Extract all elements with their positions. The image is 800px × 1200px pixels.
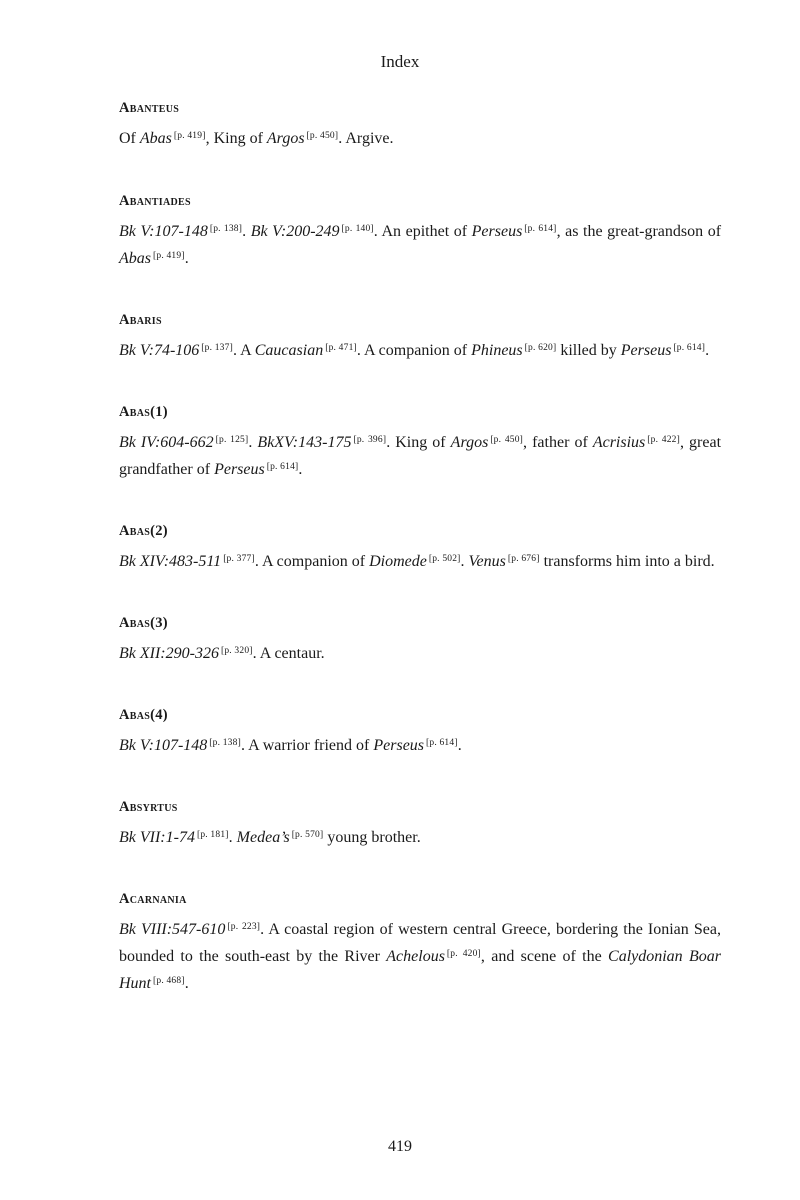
- page-reference[interactable]: [p. 181]: [196, 830, 229, 840]
- cross-reference-link[interactable]: Phineus: [471, 342, 523, 359]
- cross-reference-link[interactable]: Acrisius: [592, 434, 646, 451]
- entry-heading: Absyrtus: [119, 799, 178, 815]
- cross-reference-link[interactable]: Medea’s: [236, 829, 290, 846]
- index-entry: [119, 100, 721, 151]
- page-reference[interactable]: [p. 614]: [673, 343, 706, 353]
- cross-reference-link[interactable]: Diomede: [369, 553, 427, 570]
- index-entry: [119, 615, 721, 666]
- book-line-link[interactable]: BkXV:143-175: [257, 434, 352, 451]
- cross-reference-link[interactable]: Argos: [266, 130, 305, 147]
- book-line-link[interactable]: Bk V:107-148: [119, 223, 208, 240]
- book-line-link[interactable]: Bk XIV:483-511: [119, 553, 222, 570]
- entry-heading: Abaris: [119, 312, 162, 328]
- book-line-link[interactable]: Bk V:200-249: [250, 223, 340, 240]
- page-reference[interactable]: [p. 676]: [507, 554, 540, 564]
- page-reference[interactable]: [p. 320]: [220, 646, 253, 656]
- book-line-link[interactable]: Bk IV:604-662: [119, 434, 214, 451]
- index-entry: [119, 193, 721, 271]
- cross-reference-link[interactable]: Perseus: [471, 223, 523, 240]
- page-reference[interactable]: [p. 419]: [153, 251, 185, 261]
- cross-reference-link[interactable]: Calydonian Boar Hunt: [119, 948, 721, 992]
- entry-text: Bk IV:604-662 [p. 125]. BkXV:143-175 [p. 396]. King of Argos [p. 450], father of Acrisius [p. 422], great grandfather of Perseus [p. 614].: [119, 434, 722, 478]
- cross-reference-link[interactable]: Perseus: [620, 342, 672, 359]
- entry-heading: Abantiades: [119, 193, 191, 209]
- cross-reference-link[interactable]: Venus: [468, 553, 506, 570]
- cross-reference-link[interactable]: Abas: [139, 130, 172, 147]
- page-number: 419: [388, 1138, 412, 1155]
- cross-reference-link[interactable]: Abas: [119, 250, 151, 267]
- cross-reference-link[interactable]: Achelous: [386, 948, 445, 965]
- running-head: Index: [380, 52, 420, 71]
- index-entry: [119, 312, 721, 363]
- page-reference[interactable]: [p. 471]: [325, 343, 357, 353]
- page-reference[interactable]: [p. 138]: [209, 224, 243, 234]
- book-line-link[interactable]: Bk V:74-106: [119, 342, 200, 359]
- page-reference[interactable]: [p. 450]: [490, 435, 524, 445]
- entry-heading: Abas(4): [119, 707, 168, 723]
- cross-reference-link[interactable]: Perseus: [373, 737, 425, 754]
- book-line-link[interactable]: Bk XII:290-326: [119, 645, 219, 662]
- page-reference[interactable]: [p. 422]: [647, 435, 680, 445]
- page-reference[interactable]: [p. 377]: [223, 554, 255, 564]
- entry-heading: Abas(1): [119, 404, 168, 420]
- page-reference[interactable]: [p. 570]: [291, 830, 324, 840]
- index-entry: [119, 707, 721, 758]
- page-reference[interactable]: [p. 614]: [426, 738, 458, 748]
- page-reference[interactable]: [p. 502]: [428, 554, 461, 564]
- entry-text: Bk VII:1-74 [p. 181]. Medea’s [p. 570] young brother.: [119, 829, 421, 846]
- cross-reference-link[interactable]: Caucasian: [254, 342, 324, 359]
- entry-text: Bk V:107-148 [p. 138]. Bk V:200-249 [p. 140]. An epithet of Perseus [p. 614], as the great-grandson of Abas [p. 419].: [119, 223, 722, 267]
- cross-reference-link[interactable]: Argos: [450, 434, 489, 451]
- page-reference[interactable]: [p. 614]: [266, 462, 299, 472]
- entry-heading: Abanteus: [119, 100, 180, 116]
- index-entry: [119, 891, 721, 996]
- page-reference[interactable]: [p. 420]: [446, 949, 481, 959]
- entry-heading: Abas(2): [119, 523, 168, 539]
- book-line-link[interactable]: Bk VII:1-74: [119, 829, 195, 846]
- cross-reference-link[interactable]: Perseus: [214, 461, 265, 478]
- entry-text: Bk V:107-148 [p. 138]. A warrior friend of Perseus [p. 614].: [119, 737, 462, 754]
- book-line-link[interactable]: Bk V:107-148: [119, 737, 208, 754]
- page-reference[interactable]: [p. 140]: [341, 224, 374, 234]
- page-reference[interactable]: [p. 450]: [306, 131, 339, 141]
- page-reference[interactable]: [p. 468]: [153, 976, 185, 986]
- book-line-link[interactable]: Bk VIII:547-610: [119, 921, 226, 938]
- page-reference[interactable]: [p. 125]: [215, 435, 249, 445]
- page-reference[interactable]: [p. 620]: [524, 343, 557, 353]
- index-entry: [119, 523, 721, 574]
- page-reference[interactable]: [p. 137]: [201, 343, 233, 353]
- entry-heading: Acarnania: [119, 891, 187, 907]
- entry-text: Bk XIV:483-511 [p. 377]. A companion of Diomede [p. 502]. Venus [p. 676] transforms him into a bird.: [119, 553, 715, 570]
- entry-text: Bk V:74-106 [p. 137]. A Caucasian [p. 471]. A companion of Phineus [p. 620] killed by Perseus [p. 614].: [119, 342, 710, 359]
- entry-text: Bk VIII:547-610 [p. 223]. A coastal region of western central Greece, bordering the Ionian Sea, bounded to the south-east by the River Achelous [p. 420], and scene of the Calydonian Boar Hunt [p. 468].: [119, 921, 721, 992]
- page-reference[interactable]: [p. 614]: [524, 224, 557, 234]
- index-entries: [119, 100, 721, 996]
- page-reference[interactable]: [p. 419]: [173, 131, 206, 141]
- page-reference[interactable]: [p. 223]: [227, 922, 261, 932]
- entry-text: Of Abas [p. 419], King of Argos [p. 450]. Argive.: [119, 130, 394, 147]
- page-reference[interactable]: [p. 396]: [353, 435, 387, 445]
- index-entry: [119, 404, 721, 482]
- page-reference[interactable]: [p. 138]: [209, 738, 241, 748]
- entry-heading: Abas(3): [119, 615, 168, 631]
- entry-text: Bk XII:290-326 [p. 320]. A centaur.: [119, 645, 325, 662]
- index-entry: [119, 799, 721, 850]
